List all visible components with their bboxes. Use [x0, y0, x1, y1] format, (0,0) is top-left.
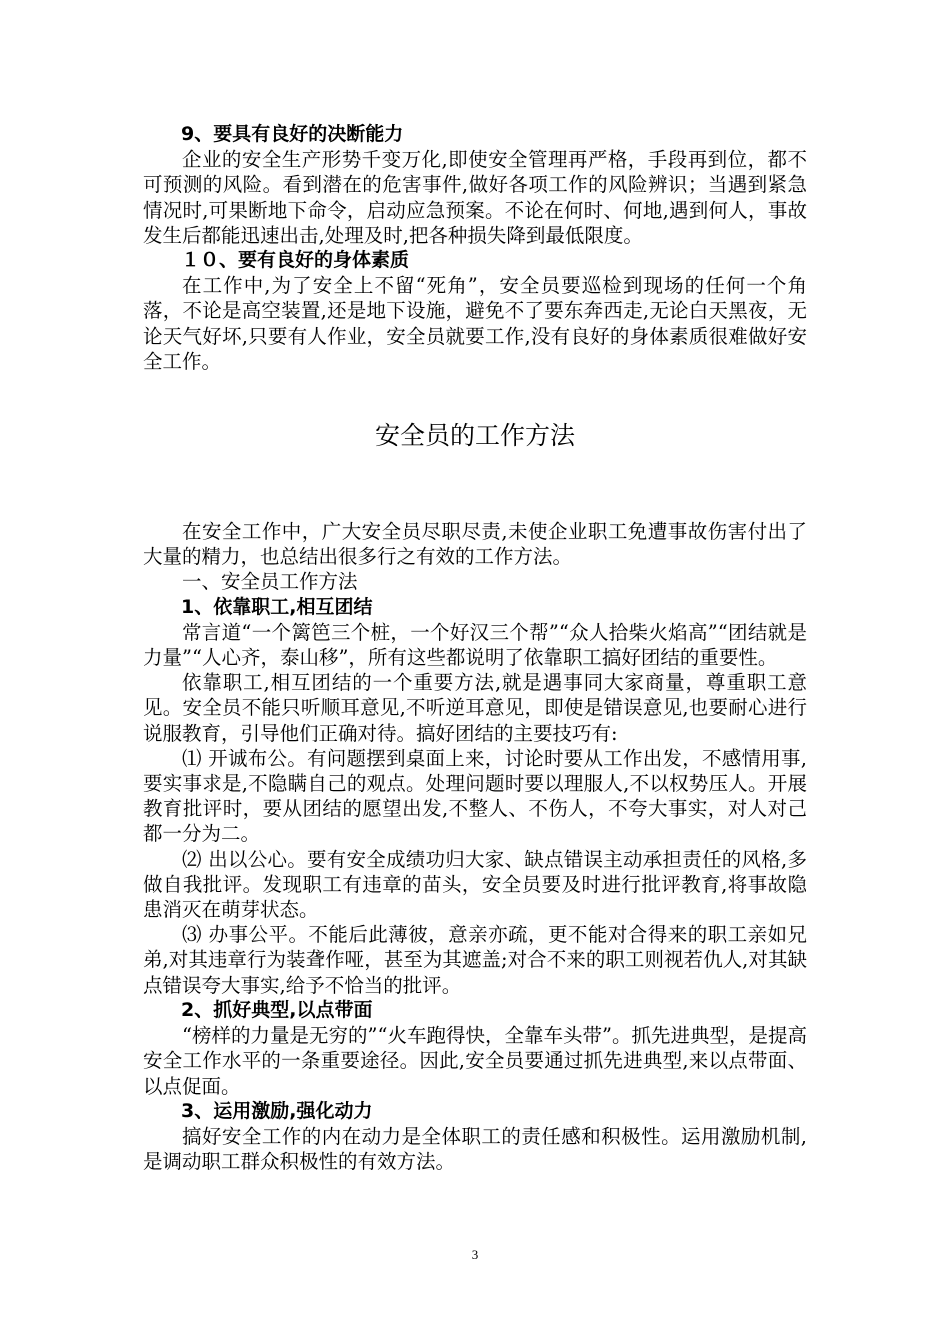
document-page	[143, 122, 807, 1174]
method-1-item-1: ⑴ 开诚布公。有问题摆到桌面上来，讨论时要从工作出发，不感情用事,要实事求是,不隐瞒自己的观点。处理问题时要以理服人,不以权势压人。开展教育批评时，要从团结的愿望出发,不整人、不伤人，不夸大事实，对人对己都一分为二。	[143, 746, 807, 846]
method-2-heading: 2、抓好典型,以点带面	[181, 998, 373, 1021]
page-number: 3	[471, 1247, 479, 1262]
section-9-heading: 9、要具有良好的决断能力	[181, 123, 404, 145]
method-3-heading: 3、运用激励,强化动力	[181, 1099, 373, 1122]
section-10-heading: １０、要有良好的身体素质	[181, 249, 410, 272]
section-10-body: 在工作中,为了安全上不留“死角”，安全员要巡检到现场的任何一个角落，不论是高空装置,还是地下设施，避免不了要东奔西走,无论白天黑夜，无论天气好坏,只要有人作业，安全员就要工作,没有良好的身体素质很难做好安全工作。	[143, 274, 807, 373]
article-title: 安全员的工作方法	[374, 421, 575, 451]
method-2-paragraph-1: “榜样的力量是无穷的”“火车跑得快，全靠车头带”。抓先进典型，是提高安全工作水平的一条重要途径。因此,安全员要通过抓先进典型,来以点带面、以点促面。	[143, 1024, 807, 1098]
article-intro: 在安全工作中，广大安全员尽职尽责,未使企业职工免遭事故伤害付出了大量的精力，也总结出很多行之有效的工作方法。	[143, 520, 807, 569]
method-1-item-3: ⑶ 办事公平。不能后此薄彼，意亲亦疏，更不能对合得来的职工亲如兄弟,对其违章行为装聋作哑，甚至为其遮盖;对合不来的职工则视若仇人,对其缺点错误夸大事实,给予不恰当的批评。	[143, 923, 807, 997]
section-9-body: 企业的安全生产形势千变万化,即使安全管理再严格，手段再到位，都不可预测的风险。看到潜在的危害事件,做好各项工作的风险辨识；当遇到紧急情况时,可果断地下命令，启动应急预案。不论在何时、何地,遇到何人，事故发生后都能迅速出击,处理及时,把各种损失降到最低限度。	[143, 148, 807, 247]
method-1-paragraph-2: 依靠职工,相互团结的一个重要方法,就是遇事同大家商量，尊重职工意见。安全员不能只听顺耳意见,不听逆耳意见，即使是错误意见,也要耐心进行说服教育，引导他们正确对待。搞好团结的主要技巧有:	[143, 671, 807, 745]
method-3-paragraph-1: 搞好安全工作的内在动力是全体职工的责任感和积极性。运用激励机制,是调动职工群众积极性的有效方法。	[143, 1124, 807, 1174]
method-1-item-2: ⑵ 出以公心。要有安全成绩功归大家、缺点错误主动承担责任的风格,多做自我批评。发现职工有违章的苗头，安全员要及时进行批评教育,将事故隐患消灭在萌芽状态。	[143, 847, 807, 922]
method-1-heading: 1、依靠职工,相互团结	[181, 595, 373, 618]
part-1-heading: 一、安全员工作方法	[182, 570, 358, 594]
method-1-paragraph-1: 常言道“一个篱笆三个桩，一个好汉三个帮”“众人拾柴火焰高”“团结就是力量”“人心齐，泰山移”，所有这些都说明了依靠职工搞好团结的重要性。	[143, 620, 807, 670]
